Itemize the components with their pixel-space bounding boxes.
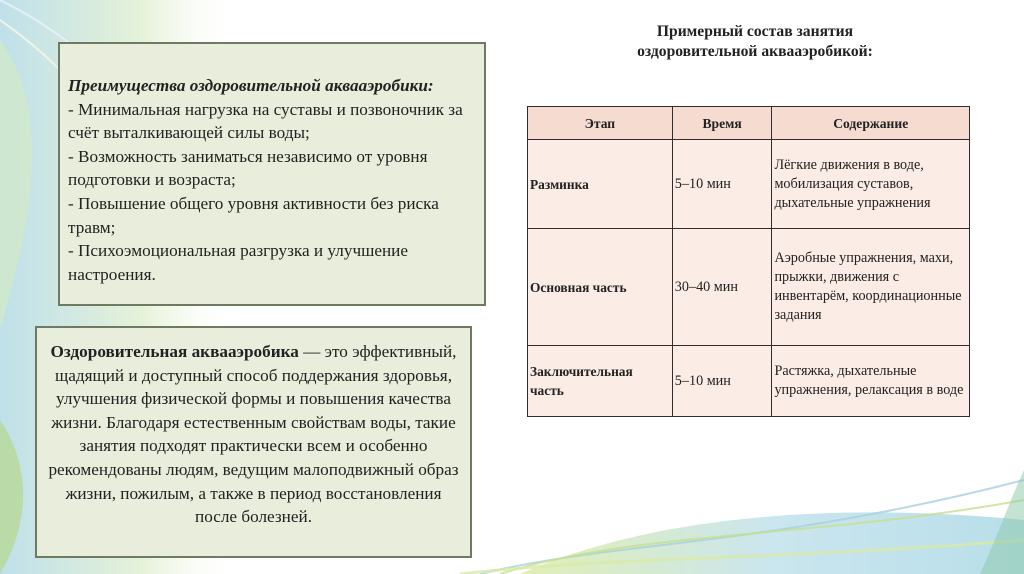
table-title xyxy=(560,22,950,62)
content-cell: Растяжка, дыхательные упражнения, релаксация в воде xyxy=(772,346,970,417)
stage-cell: Основная часть xyxy=(528,229,673,346)
stage-cell: Заключительная часть xyxy=(528,346,673,417)
advantage-item: - Повышение общего уровня активности без риска травм; xyxy=(68,193,439,237)
table-row xyxy=(528,229,970,346)
stage-cell: Разминка xyxy=(528,140,673,229)
definition-box xyxy=(35,326,472,558)
time-cell: 5–10 мин xyxy=(672,346,772,417)
column-header-time: Время xyxy=(672,107,772,140)
definition-term: Оздоровительная аквааэробика xyxy=(50,342,299,361)
time-cell: 30–40 мин xyxy=(672,229,772,346)
content-cell: Лёгкие движения в воде, мобилизация суставов, дыхательные упражнения xyxy=(772,140,970,229)
advantage-item: - Психоэмоциональная разгрузка и улучшение настроения. xyxy=(68,241,408,284)
column-header-stage: Этап xyxy=(528,107,673,140)
advantages-box xyxy=(58,42,486,306)
time-cell: 5–10 мин xyxy=(672,140,772,229)
table-row xyxy=(528,346,970,417)
definition-text: — это эффективный, щадящий и доступный способ поддержания здоровья, улучшения физической формы и повышения качества жизни. Благодаря естественным свойствам воды, такие занятия подходят практически всем и особенно рекомендованы людям, ведущим малоподвижный образ жизни, пожилым, а также в период восстановления после болезней. xyxy=(48,342,459,527)
content-cell: Аэробные упражнения, махи, прыжки, движения с инвентарём, координационные задания xyxy=(772,229,970,346)
table-header-row xyxy=(528,107,970,140)
advantages-heading: Преимущества оздоровительной аквааэробики: xyxy=(68,76,434,95)
table-row xyxy=(528,140,970,229)
table-title-line: оздоровительной аквааэробикой: xyxy=(637,43,873,60)
table-title-line: Примерный состав занятия xyxy=(656,23,854,40)
lesson-structure-table xyxy=(527,106,970,417)
advantage-item: - Минимальная нагрузка на суставы и позвоночник за счёт выталкивающей силы воды; xyxy=(68,99,463,143)
advantage-item: - Возможность заниматься независимо от уровня подготовки и возраста; xyxy=(68,146,428,190)
column-header-content: Содержание xyxy=(772,107,970,140)
